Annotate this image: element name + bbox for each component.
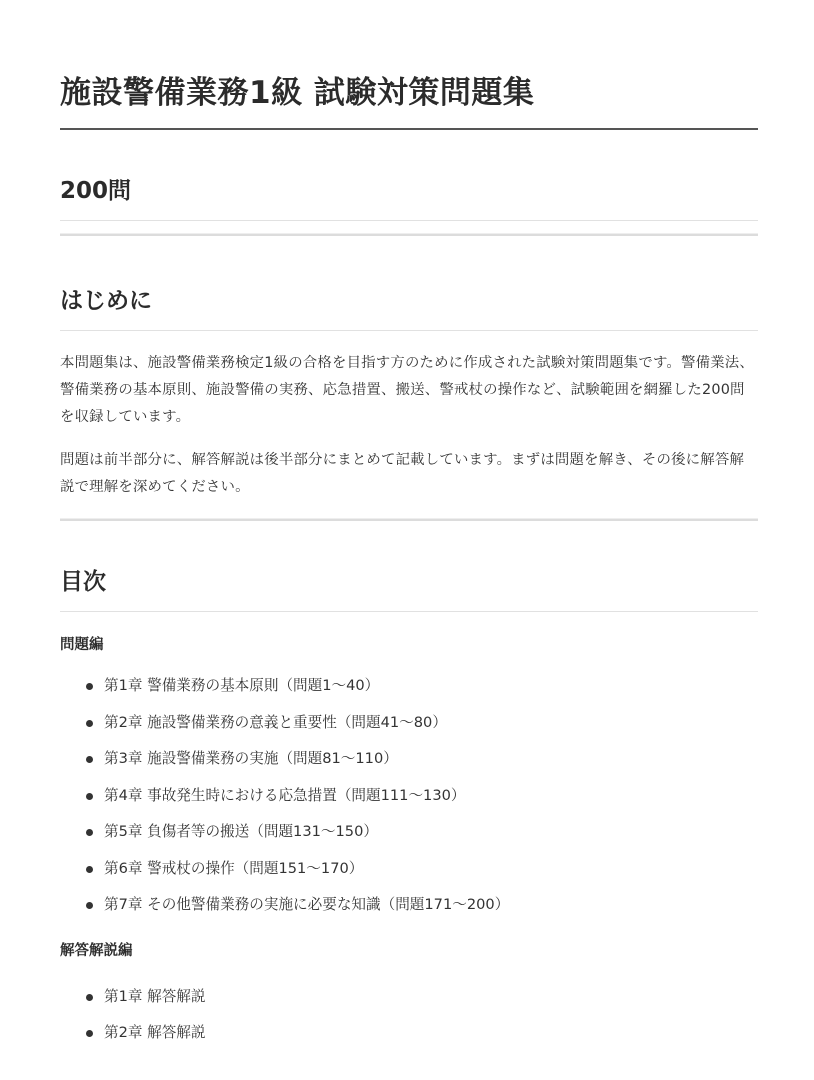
toc-item[interactable]: [60, 979, 758, 1016]
toc-item[interactable]: [60, 1015, 758, 1052]
bullet-icon: [86, 829, 93, 836]
toc-item[interactable]: [60, 887, 758, 924]
section-divider: [60, 518, 758, 521]
document-title: 施設警備業務1級 試験対策問題集: [60, 75, 535, 111]
toc-item-label: 第2章 解答解説: [104, 1024, 206, 1041]
toc-item[interactable]: [60, 778, 758, 815]
document-subtitle: 200問: [60, 178, 132, 204]
section-divider: [60, 233, 758, 236]
toc-answers-list: [60, 979, 758, 1052]
bullet-icon: [86, 793, 93, 800]
bullet-icon: [86, 720, 93, 727]
toc-item[interactable]: [60, 668, 758, 705]
toc-item-label: 第7章 その他警備業務の実施に必要な知識（問題171〜200）: [104, 896, 510, 913]
toc-item-label: 第5章 負傷者等の搬送（問題131〜150）: [104, 823, 378, 840]
bullet-icon: [86, 994, 93, 1001]
bullet-icon: [86, 1030, 93, 1037]
toc-item-label: 第4章 事故発生時における応急措置（問題111〜130）: [104, 786, 466, 804]
toc-item-label: 第1章 警備業務の基本原則（問題1〜40）: [104, 677, 380, 694]
toc-item[interactable]: [60, 814, 758, 851]
intro-paragraph: 問題は前半部分に、解答解説は後半部分にまとめて記載しています。まずは問題を解き、その後に解答解説で理解を深めてください。: [60, 452, 745, 495]
toc-questions-heading: 問題編: [60, 637, 104, 653]
subtitle-underline: [60, 220, 758, 221]
bullet-icon: [86, 866, 93, 873]
toc-heading: 目次: [60, 569, 106, 595]
intro-heading: はじめに: [60, 288, 152, 314]
toc-item[interactable]: [60, 705, 758, 742]
bullet-icon: [86, 756, 93, 763]
toc-item[interactable]: [60, 741, 758, 778]
toc-item-label: 第3章 施設警備業務の実施（問題81〜110）: [104, 750, 398, 767]
toc-item-label: 第2章 施設警備業務の意義と重要性（問題41〜80）: [104, 713, 447, 731]
toc-answers-heading: 解答解説編: [60, 942, 133, 959]
toc-item-label: 第6章 警戒杖の操作（問題151〜170）: [104, 859, 364, 877]
toc-heading-underline: [60, 611, 758, 612]
bullet-icon: [86, 902, 93, 909]
toc-questions-list: [60, 668, 758, 924]
toc-item-label: 第1章 解答解説: [104, 987, 206, 1005]
intro-heading-underline: [60, 330, 758, 331]
intro-paragraph: 本問題集は、施設警備業務検定1級の合格を目指す方のために作成された試験対策問題集です。警備業法、警備業務の基本原則、施設警備の実務、応急措置、搬送、警戒杖の操作など、試験範囲を網羅した200問を収録しています。: [60, 355, 754, 425]
toc-item[interactable]: [60, 851, 758, 888]
bullet-icon: [86, 683, 93, 690]
